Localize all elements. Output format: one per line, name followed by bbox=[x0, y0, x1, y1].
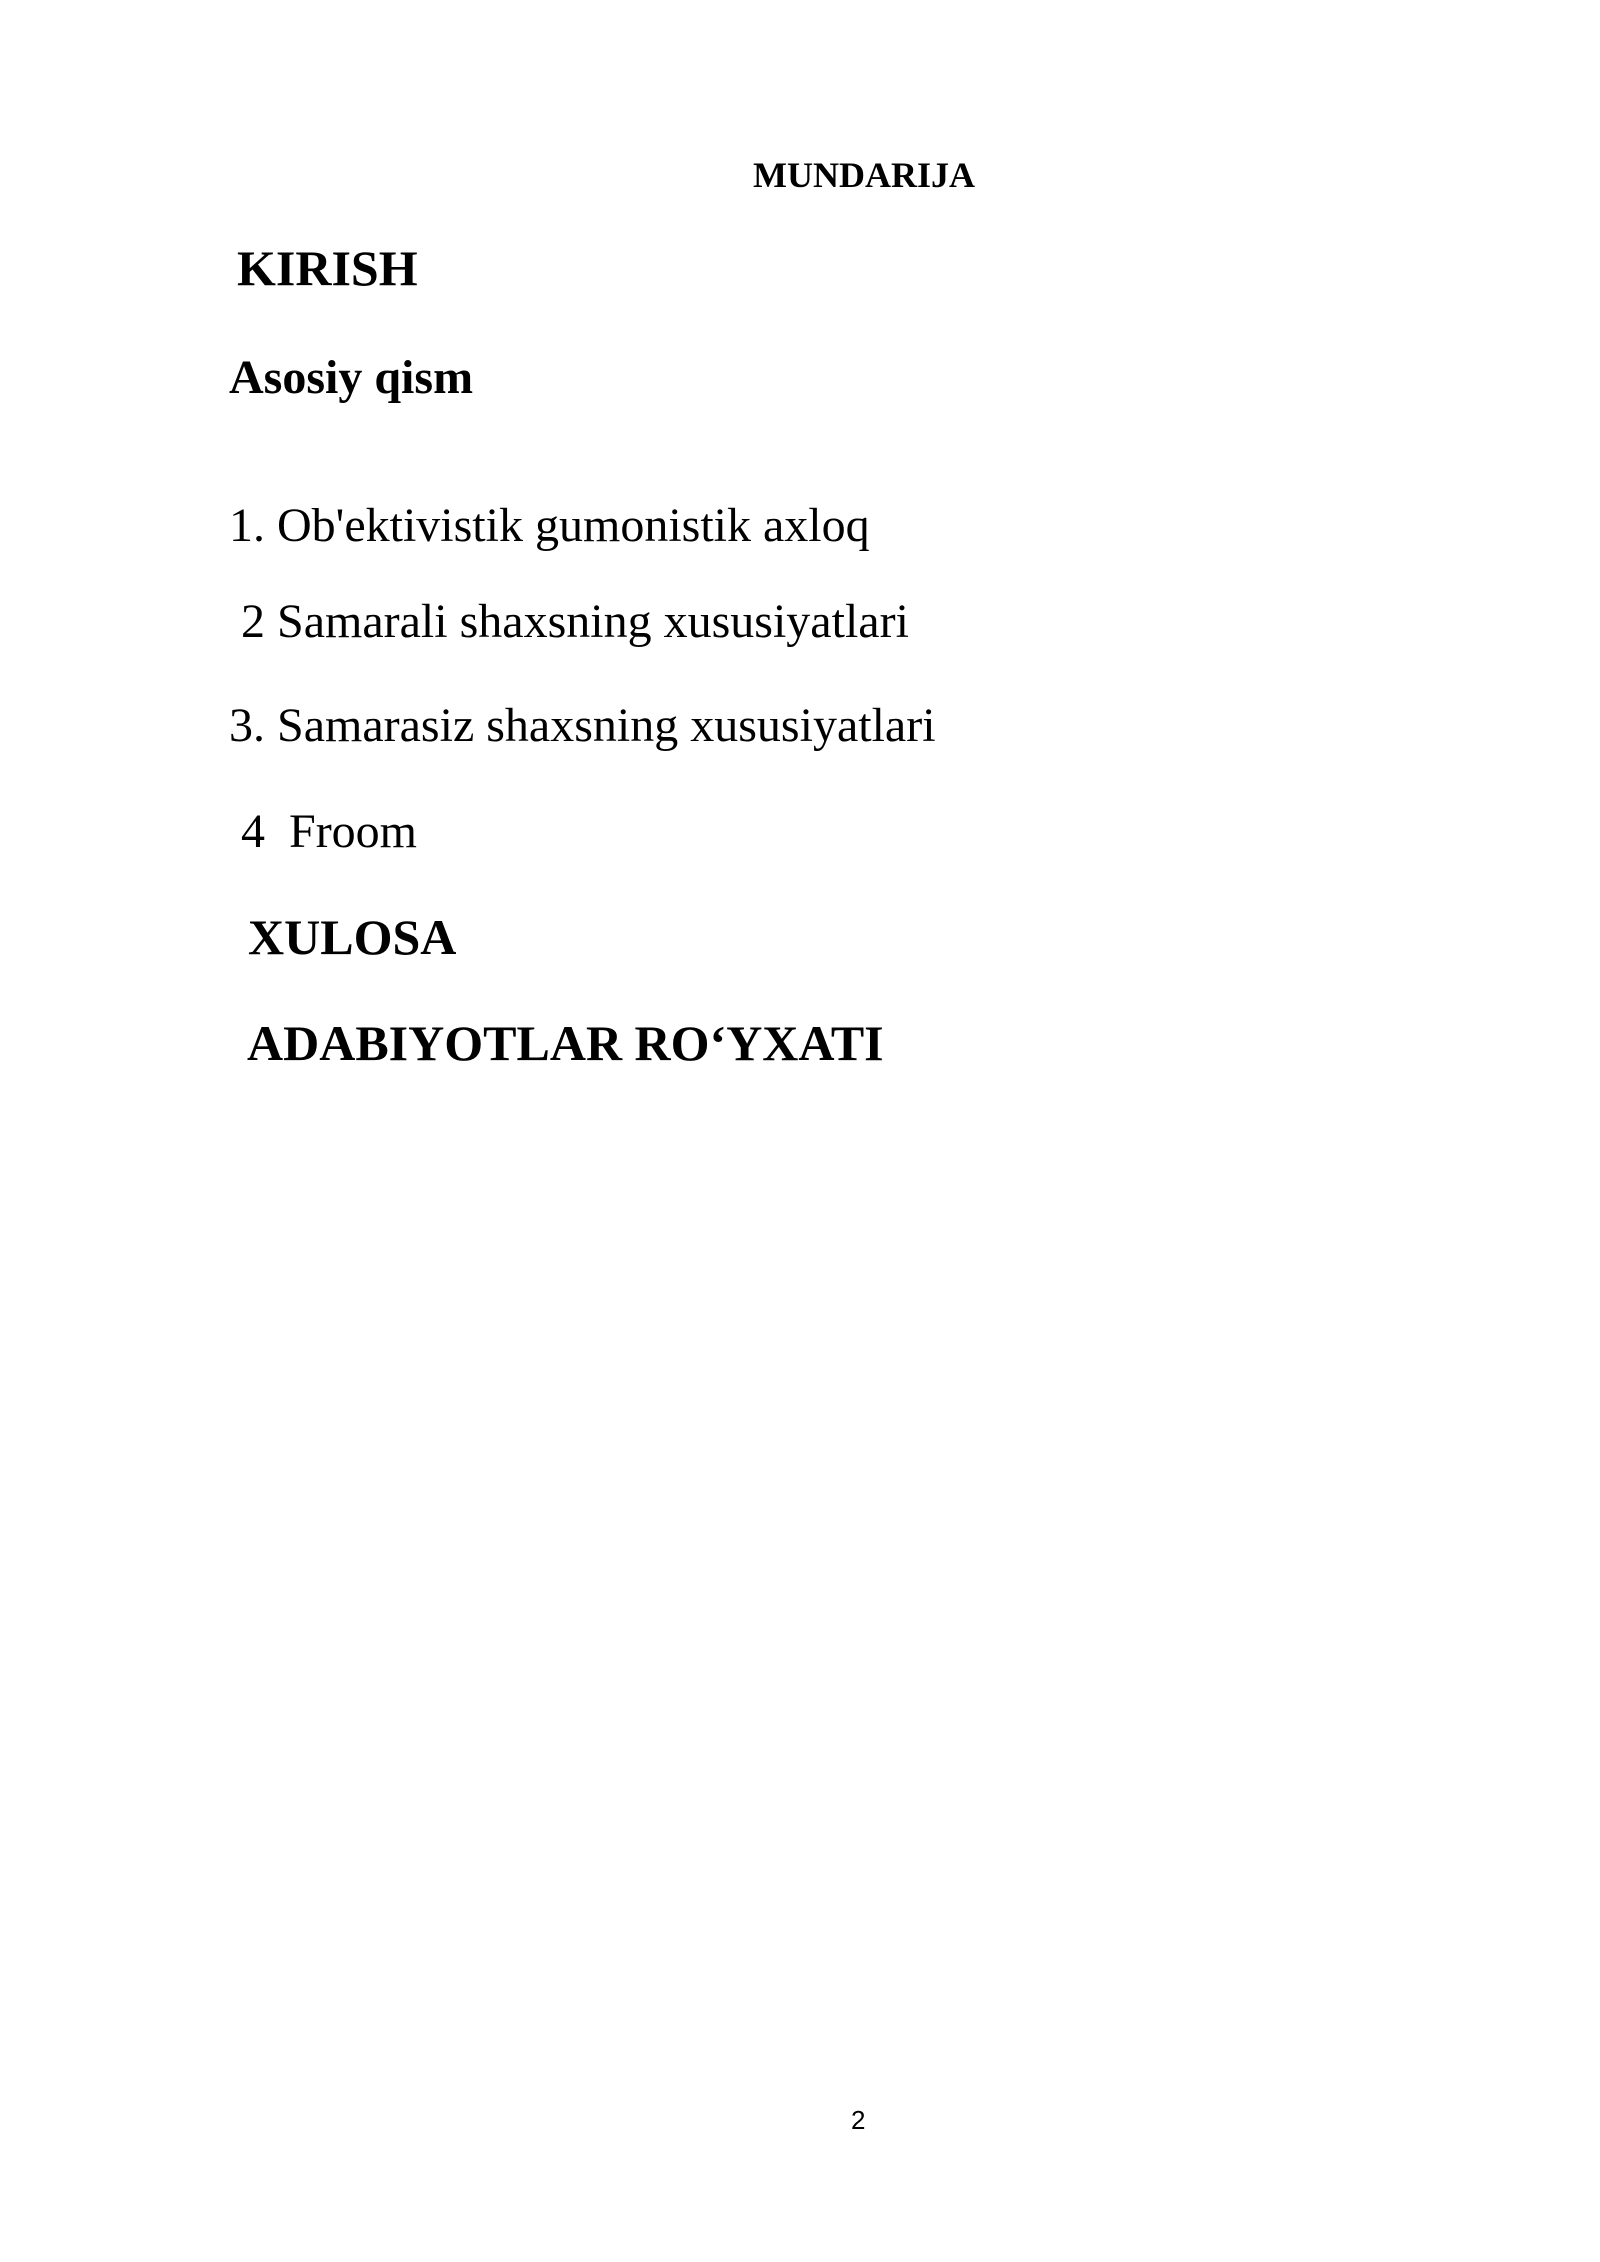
toc-conclusion: XULOSA bbox=[248, 909, 457, 965]
toc-intro: KIRISH bbox=[237, 240, 418, 296]
page-title: MUNDARIJA bbox=[753, 155, 975, 195]
toc-item-1: 1. Ob'ektivistik gumonistik axloq bbox=[229, 499, 870, 552]
toc-item-2: 2 Samarali shaxsning xususiyatlari bbox=[241, 595, 909, 648]
toc-item-4: 4 Froom bbox=[241, 805, 418, 858]
toc-main-part-heading: Asosiy qism bbox=[229, 351, 474, 404]
toc-item-3: 3. Samarasiz shaxsning xususiyatlari bbox=[229, 699, 936, 752]
toc-references: ADABIYOTLAR RO‘YXATI bbox=[247, 1015, 884, 1071]
page-number: 2 bbox=[851, 2105, 866, 2135]
